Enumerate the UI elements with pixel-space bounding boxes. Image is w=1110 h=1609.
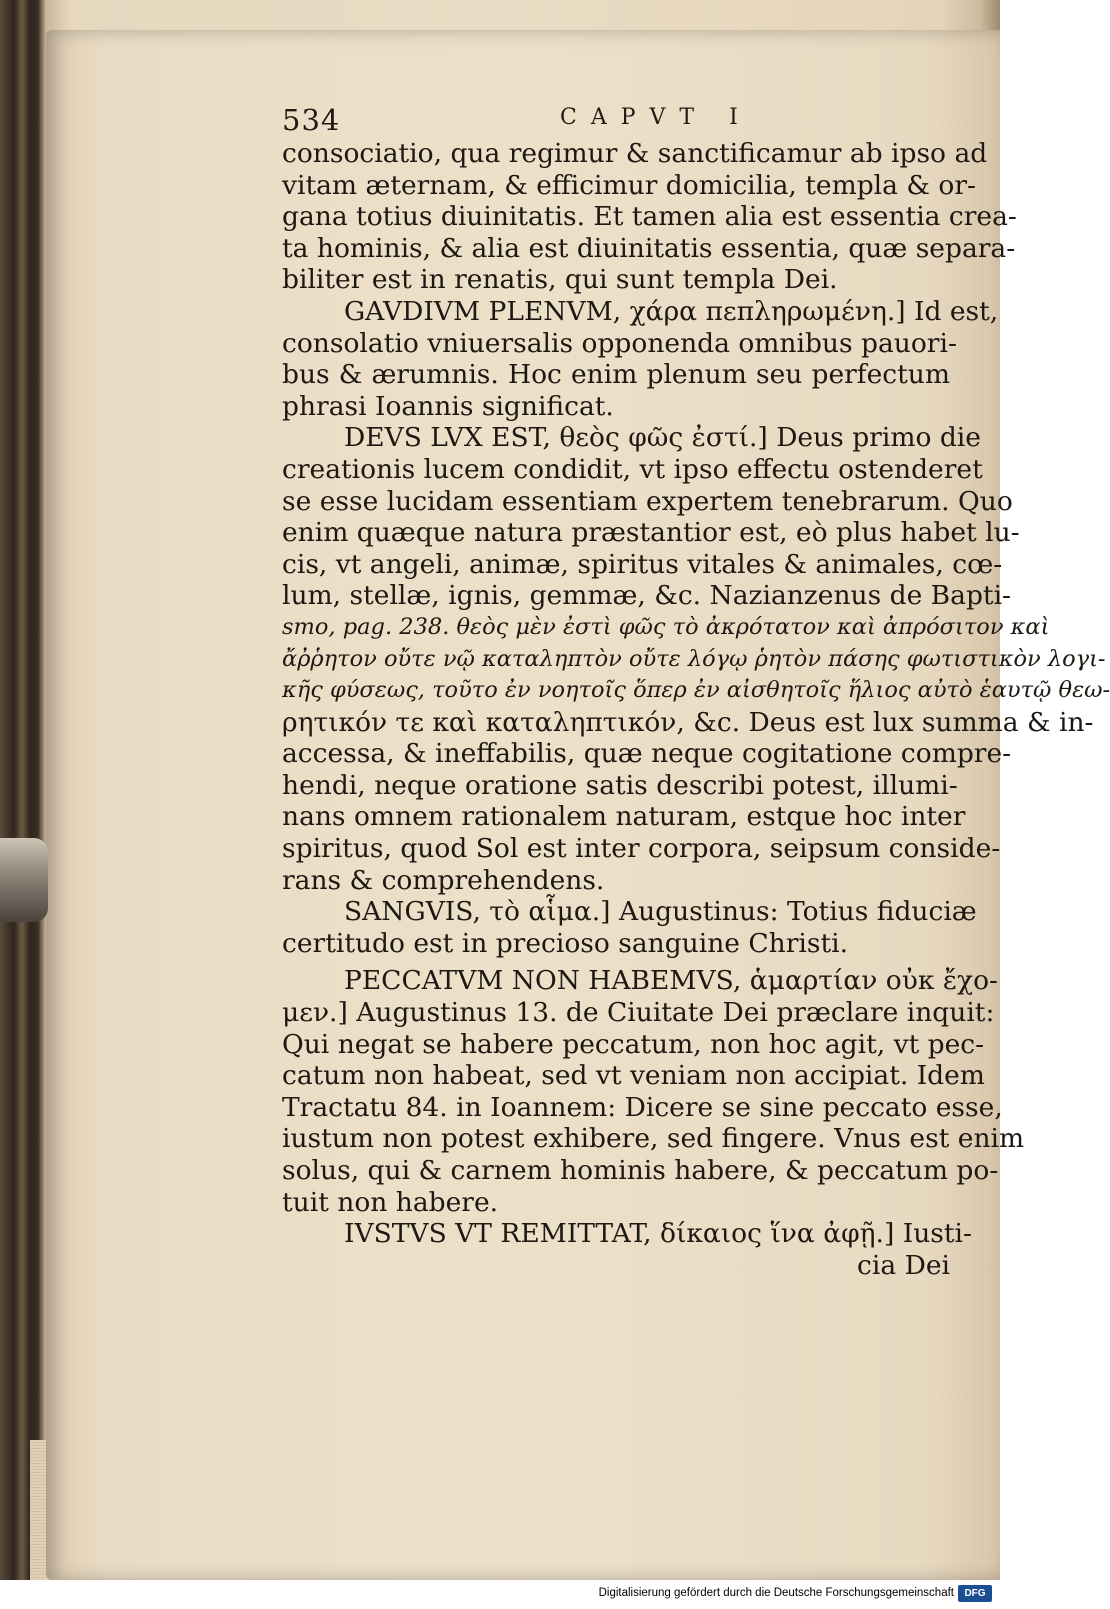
- greek-quote-line: ἄῤῥητον οὔτε νῷ καταληπτὸν οὔτε λόγῳ ῥητὸν πάσης φωτιστικὸν λογι-: [282, 645, 1106, 672]
- text-line: nans omnem rationalem naturam, estque hoc inter: [282, 801, 966, 833]
- text-line: consociatio, qua regimur & sanctificamur ab ipso ad: [282, 138, 988, 169]
- greek-quote-line: smo, pag. 238. θεὸς μὲν ἐστὶ φῶς τὸ ἀκρότατον καὶ ἀπρόσιτον καὶ: [282, 613, 1050, 640]
- text-line: ta hominis, & alia est diuinitatis essentia, quæ separa-: [282, 232, 1016, 264]
- text-line: accessa, & ineffabilis, quæ neque cogitatione compre-: [282, 738, 1012, 770]
- text-line: consolatio vniuersalis opponenda omnibus pauori-: [282, 327, 957, 359]
- text-line: creationis lucem condidit, vt ipso effectu ostenderet: [282, 453, 983, 485]
- text-line: Tractatu 84. in Ioannem: Dicere se sine peccato esse,: [282, 1091, 1003, 1123]
- text-line: se esse lucidam essentiam expertem tenebrarum. Quo: [282, 485, 1013, 517]
- text-line: lum, stellæ, ignis, gemmæ, &c. Nazianzenus de Bapti-: [282, 580, 1011, 612]
- text-line: certitudo est in precioso sanguine Christi.: [282, 927, 849, 959]
- text-line: catum non habeat, sed vt veniam non accipiat. Idem: [282, 1060, 985, 1092]
- lemma-line: DEVS LVX EST, θεὸς φῶς ἐστί.] Deus primo die: [344, 422, 981, 454]
- text-line: solus, qui & carnem hominis habere, & peccatum po-: [282, 1155, 999, 1186]
- dfg-logo: DFG: [958, 1585, 992, 1602]
- text-line: enim quæque natura præstantior est, eò plus habet lu-: [282, 517, 1020, 549]
- text-line: cis, vt angeli, animæ, spiritus vitales & animales, cœ-: [282, 548, 1003, 580]
- running-title: CAPVT I: [560, 105, 752, 130]
- text-line: vitam æternam, & efficimur domicilia, templa & or-: [282, 169, 976, 201]
- text-line: tuit non habere.: [282, 1186, 499, 1218]
- funding-credit: Digitalisierung gefördert durch die Deutsche Forschungsgemeinschaft: [598, 1587, 954, 1599]
- text-line: gana totius diuinitatis. Et tamen alia est essentia crea-: [282, 201, 1017, 233]
- text-line: phrasi Ioannis significat.: [282, 390, 614, 422]
- text-line: Qui negat se habere peccatum, non hoc agit, vt pec-: [282, 1028, 985, 1060]
- book-clasp: [0, 838, 48, 922]
- catchword-line: cia Dei: [857, 1249, 950, 1281]
- page-header: [282, 103, 950, 143]
- lemma-line: IVSTVS VT REMITTAT, δίκαιος ἵνα ἀφῇ.] Iusti-: [344, 1218, 972, 1250]
- page-number: 534: [282, 103, 341, 137]
- lemma-line: SANGVIS, τὸ αἷμα.] Augustinus: Totius fiduciæ: [344, 896, 977, 928]
- text-line: bus & ærumnis. Hoc enim plenum seu perfectum: [282, 359, 950, 391]
- text-line: hendi, neque oratione satis describi potest, illumi-: [282, 769, 958, 801]
- text-line: rans & comprehendens.: [282, 864, 605, 896]
- body-text: [282, 138, 1110, 1281]
- text-line: ρητικόν τε καὶ καταληπτικόν, &c. Deus est lux summa & in-: [282, 706, 1094, 738]
- text-line: iustum non potest exhibere, sed fingere. Vnus est enim: [282, 1123, 1025, 1155]
- greek-quote-line: κῆς φύσεως, τοῦτο ἐν νοητοῖς ὅπερ ἐν αἰσθητοῖς ἥλιος αὐτὸ ἑαυτῷ θεω-: [282, 677, 1110, 704]
- text-line: μεν.] Augustinus 13. de Ciuitate Dei præclare inquit:: [282, 997, 995, 1029]
- text-line: spiritus, quod Sol est inter corpora, seipsum conside-: [282, 833, 1001, 865]
- footer-bar: [0, 1580, 1000, 1609]
- lemma-line: GAVDIVM PLENVM, χάρα πεπληρωμένη.] Id est,: [344, 295, 999, 327]
- text-line: biliter est in renatis, qui sunt templa Dei.: [282, 264, 838, 296]
- lemma-line: PECCATVM NON HABEMVS, ἁμαρτίαν οὐκ ἔχο-: [344, 965, 999, 997]
